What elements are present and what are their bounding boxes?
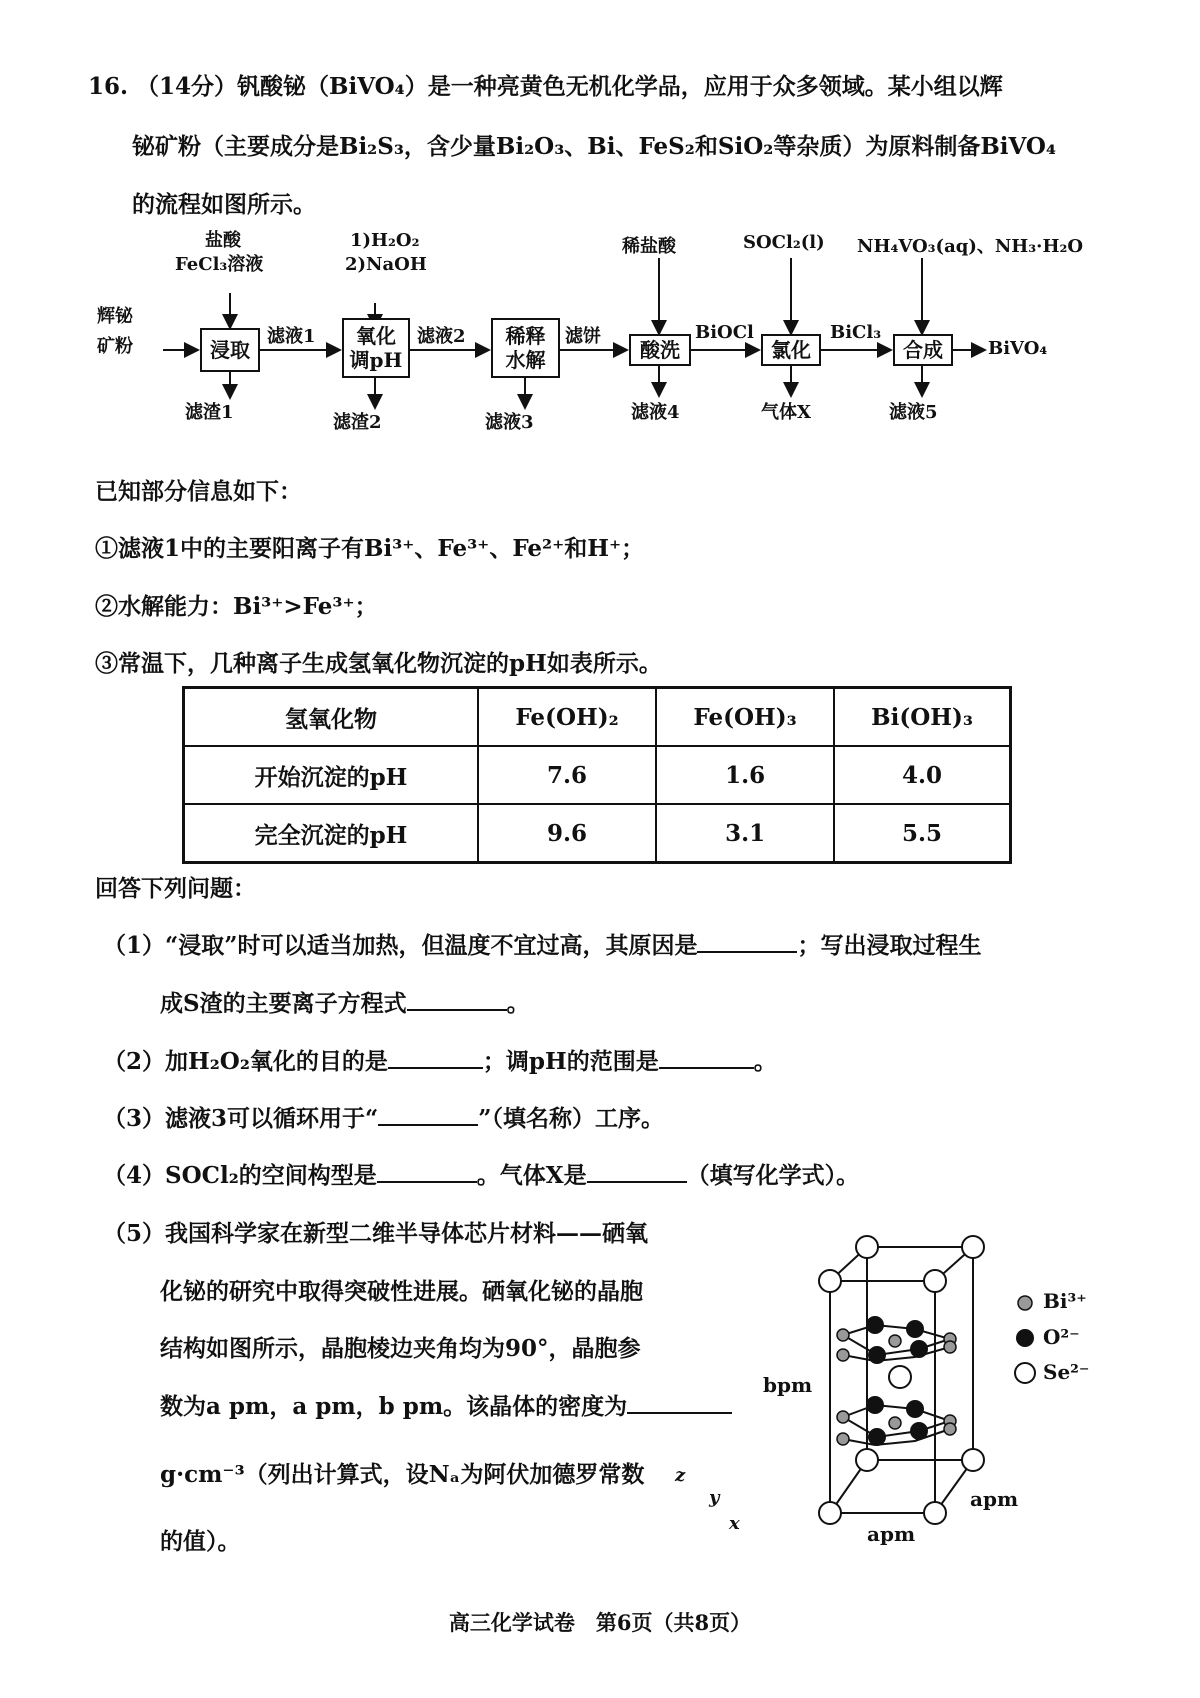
legend-se-label: Se²⁻ (1043, 1360, 1090, 1384)
flow-arrow-label-5: BiCl₃ (830, 322, 882, 343)
table-cell: 开始沉淀的pH (184, 746, 479, 804)
flow-start-l1: 辉铋 (97, 306, 133, 327)
known-intro: 已知部分信息如下： (95, 478, 302, 505)
flow-reagent-ox-2: 2)NaOH (345, 254, 427, 275)
known-item-3: ③常温下，几种离子生成氢氧化物沉淀的pH如表所示。 (95, 650, 662, 677)
flow-product: BiVO₄ (988, 338, 1048, 359)
table-cell: 4.0 (834, 746, 1010, 804)
table-header: 氢氧化物 (184, 688, 479, 747)
flow-arrow-label-1: 滤液1 (267, 326, 316, 347)
step-chlorinate-box: 氯化 (761, 334, 821, 366)
step-hydrolysis-box: 稀释 水解 (491, 318, 560, 378)
question-3: （3）滤液3可以循环用于“ ”（填名称）工序。 (103, 1105, 664, 1132)
flow-start-l2: 矿粉 (97, 336, 133, 357)
flow-out-4: 滤液4 (631, 402, 680, 423)
flow-out-3: 滤液3 (485, 412, 534, 433)
answer-blank-5[interactable] (627, 1392, 732, 1414)
question-5-line-4: 数为a pm，a pm，b pm。该晶体的密度为 (160, 1388, 732, 1421)
axis-x-label: x (729, 1513, 740, 1534)
crystal-structure-figure (675, 1225, 1135, 1565)
answer-blank-3[interactable] (378, 1104, 478, 1126)
table-header: Fe(OH)₃ (656, 688, 834, 747)
hydroxide-ph-table (182, 686, 1012, 864)
table-header: Fe(OH)₂ (478, 688, 656, 747)
flow-reagent-leach-2: FeCl₃溶液 (175, 254, 264, 275)
question-line-2: 铋矿粉（主要成分是Bi₂S₃，含少量Bi₂O₃、Bi、FeS₂和SiO₂等杂质）为原料制备BiVO₄ (132, 133, 1057, 160)
flow-reagent-syn: NH₄VO₃(aq)、NH₃·H₂O (857, 236, 1084, 257)
flow-arrow-label-4: BiOCl (695, 322, 754, 343)
table-cell: 3.1 (656, 804, 834, 863)
table-cell: 9.6 (478, 804, 656, 863)
table-cell: 完全沉淀的pH (184, 804, 479, 863)
step-synthesis-box: 合成 (893, 334, 953, 366)
page-footer: 高三化学试卷 第6页（共8页） (448, 1610, 752, 1635)
legend-o-marker (1016, 1329, 1034, 1347)
flow-out-2: 滤渣2 (333, 412, 382, 433)
known-item-1: ①滤液1中的主要阳离子有Bi³⁺、Fe³⁺、Fe²⁺和H⁺； (95, 535, 645, 562)
question-line-1: 16. （14分）钒酸铋（BiVO₄）是一种亮黄色无机化学品，应用于众多领域。某小组以辉 (88, 73, 1003, 100)
table-cell: 1.6 (656, 746, 834, 804)
answer-blank-1b[interactable] (407, 989, 507, 1011)
answer-blank-4a[interactable] (377, 1161, 477, 1183)
legend-bi-label: Bi³⁺ (1043, 1289, 1087, 1313)
legend-o-label: O²⁻ (1043, 1325, 1080, 1349)
dimension-a-label-side: apm (970, 1487, 1019, 1511)
axis-y-label: y (709, 1487, 720, 1508)
table-header: Bi(OH)₃ (834, 688, 1010, 747)
flow-reagent-chl: SOCl₂(l) (743, 232, 825, 253)
answer-blank-2a[interactable] (388, 1047, 483, 1069)
known-item-2: ②水解能力：Bi³⁺>Fe³⁺； (95, 593, 378, 620)
table-cell: 5.5 (834, 804, 1010, 863)
legend-bi-marker (1018, 1296, 1032, 1310)
question-5-line-2: 化铋的研究中取得突破性进展。硒氧化铋的晶胞 (160, 1278, 643, 1305)
flow-out-6: 滤液5 (889, 402, 938, 423)
step-leach-box: 浸取 (200, 328, 260, 372)
legend-se-marker (1015, 1363, 1035, 1383)
table-row (184, 804, 1011, 863)
table-row (184, 746, 1011, 804)
dimension-b-label: bpm (763, 1373, 813, 1397)
answer-intro: 回答下列问题： (95, 875, 256, 902)
table-cell: 7.6 (478, 746, 656, 804)
question-2: （2）加H₂O₂氧化的目的是 ；调pH的范围是 。 (103, 1048, 777, 1075)
question-1-line-2: 成S渣的主要离子方程式 。 (160, 990, 530, 1017)
process-flowchart (95, 230, 1125, 448)
flow-reagent-acid: 稀盐酸 (622, 236, 676, 257)
answer-blank-2b[interactable] (659, 1047, 754, 1069)
dimension-a-label-bottom: apm (867, 1522, 916, 1546)
flow-out-1: 滤渣1 (185, 402, 234, 423)
answer-blank-4b[interactable] (587, 1161, 687, 1183)
flow-out-5: 气体X (761, 402, 811, 423)
step-oxidize-box: 氧化 调pH (342, 318, 410, 378)
axis-z-label: z (675, 1465, 686, 1486)
question-4: （4）SOCl₂的空间构型是 。气体X是 （填写化学式）。 (103, 1162, 860, 1189)
flow-arrow-label-2: 滤液2 (417, 326, 466, 347)
question-5-line-1: （5）我国科学家在新型二维半导体芯片材料——硒氧 (103, 1220, 649, 1247)
step-acidwash-box: 酸洗 (629, 334, 691, 366)
question-1-line-1: （1）“浸取”时可以适当加热，但温度不宜过高，其原因是 ；写出浸取过程生 (103, 932, 982, 959)
answer-blank-1a[interactable] (697, 931, 797, 953)
flow-reagent-ox-1: 1)H₂O₂ (350, 230, 420, 251)
question-5-line-3: 结构如图所示，晶胞棱边夹角均为90°，晶胞参 (160, 1335, 641, 1362)
question-5-line-6: 的值）。 (160, 1528, 241, 1555)
question-line-3: 的流程如图所示。 (132, 191, 316, 218)
flow-reagent-leach-1: 盐酸 (205, 230, 241, 251)
table-header-row (184, 688, 1011, 747)
question-5-line-5: g·cm⁻³（列出计算式，设Nₐ为阿伏加德罗常数 (160, 1461, 645, 1488)
flow-arrow-label-3: 滤饼 (565, 326, 601, 347)
